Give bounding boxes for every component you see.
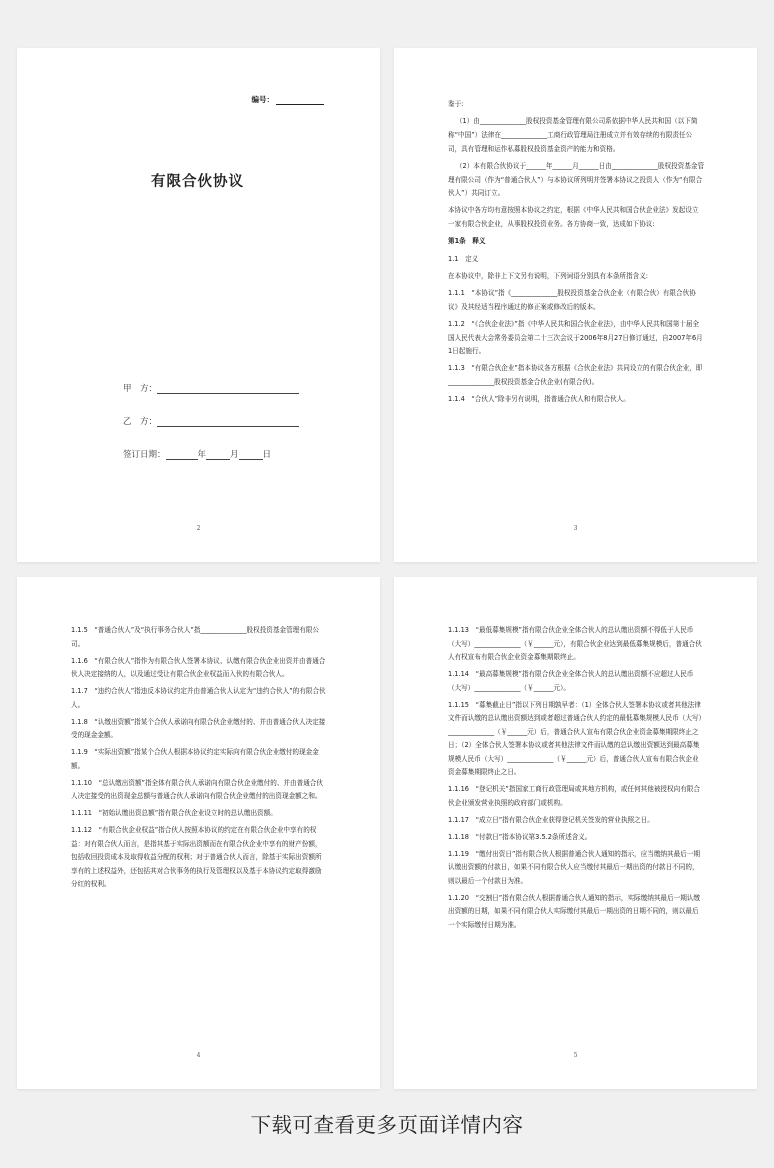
- clause: 1.1.8 “认缴出资额”指某个合伙人承诺向有限合伙企业缴付的、并由普通合伙人决定接受的现金金额。: [71, 717, 326, 739]
- sign-date-label: 签订日期：: [123, 450, 166, 460]
- clause: 1.1.14 “最高募集规模”指有限合伙企业全体合伙人的总认缴出资额不应超过人民币（大写）______________（￥______元）。: [448, 670, 694, 692]
- party-a-label: 甲 方：: [123, 384, 158, 394]
- paragraph: （2）本有限合伙协议于______年______月______日由______________股权投资基金管理有限公司（作为“普通合伙人”）与本协议所列明并签署本协议之投资人（作为“有限合伙人”）共同订立。: [448, 161, 705, 198]
- paragraph: 本协议中各方均有意按照本协议之约定，根据《中华人民共和国合伙企业法》发起设立一家有限合伙企业，从事股权投资业务。各方协商一致，达成如下协议:: [448, 206, 699, 229]
- party-b-label: 乙 方：: [123, 417, 158, 427]
- clause: 1.1.18 “付款日”指本协议第3.5.2条所述含义。: [448, 832, 592, 841]
- clause: 1.1.2 “《合伙企业法》”指《中华人民共和国合伙企业法》，由中华人民共和国第十届全国人民代表大会常务委员会第二十三次会议于2006年8月27日修订通过，自2007年6月1日起施行。: [448, 319, 703, 356]
- clause: 1.1.17 “成立日”指有限合伙企业获得登记机关签发的营业执照之日。: [448, 815, 654, 824]
- day-label: 日: [262, 450, 272, 460]
- month-label: 月: [230, 450, 239, 460]
- clause: 1.1.6 “有限合伙人”指作为有限合伙人签署本协议、认缴有限合伙企业出资并由普通合伙人决定接纳的人，以及通过受让有限合伙企业权益而入伙的有限合伙人。: [71, 656, 326, 678]
- page-number: 4: [196, 1052, 201, 1059]
- clause: 1.1.1 “本协议”指《______________股权投资基金合伙企业（有限合伙）有限合伙协议》及其经适当程序通过的修正案或修改后的版本。: [448, 288, 696, 311]
- page-number: 2: [196, 525, 201, 532]
- page-4-body: [71, 624, 328, 895]
- year-label: 年: [197, 450, 207, 460]
- document-page-3: [394, 48, 757, 562]
- subsection-heading: 1.1 定义: [448, 254, 479, 263]
- party-a-line: [123, 382, 299, 394]
- clause: 1.1.13 “最低募集规模”指有限合伙企业全体合伙人的总认缴出资额不得低于人民币（大写）______________（￥______元），有限合伙企业达到最低募集规模后，普通合伙人有权宣布有限合伙企业资金募集期限终止。: [448, 626, 702, 661]
- section-heading: 第1条 释义: [448, 237, 486, 246]
- page-5-body: [448, 624, 705, 936]
- download-more-caption[interactable]: 下载可查看更多页面详情内容: [250, 1113, 524, 1137]
- clause: 1.1.19 “缴付出资日”指有限合伙人根据普通合伙人通知的指示，应当缴纳其最后一期认缴出资额的付款日，如果不同有限合伙人应当缴付其最后一期出资的付款日不同的，则以最后一个付款日为准。: [448, 849, 700, 885]
- contract-number-field: [252, 94, 325, 105]
- clause: 1.1.15 “募集截止日”指以下列日期孰早者：（1）全体合伙人签署本协议或者其他法律文件而认缴的总认缴出资额达到或者超过普通合伙人约定的最低募集规模人民币（大写）______________（￥______元）后，普通合伙人宣布有限合伙企业资金募集期限终止之日；（2）全体合伙人签署本协议或者其他法律文件而认缴的总认缴出资额达到最高募集规模人民币（大写）______________（￥______元）后，普通合伙人宣布有限合伙企业资金募集期限终止之日。: [448, 700, 702, 776]
- clause: 1.1.10 “总认缴出资额”指全体有限合伙人承诺向有限合伙企业缴付的、并由普通合伙人决定接受的出资现金总额与普通合伙人承诺向有限合伙企业缴付的出资现金额之和。: [71, 778, 323, 800]
- contract-number-label: 编号：: [251, 95, 274, 104]
- clause: 1.1.7 “违约合伙人”指违反本协议约定并由普通合伙人认定为“违约合伙人”的有限合伙人。: [71, 687, 326, 709]
- contract-number-blank: [276, 104, 324, 105]
- clause: 1.1.3 “有限合伙企业”指本协议各方根据《合伙企业法》共同设立的有限合伙企业，即______________股权投资基金合伙企业(有限合伙)。: [448, 364, 703, 387]
- paragraph: 在本协议中，除非上下文另有说明，下列词语分别具有本条所指含义:: [448, 271, 649, 280]
- page-number: 3: [573, 525, 578, 532]
- paragraph: 鉴于:: [448, 100, 464, 108]
- document-page-4: [17, 577, 380, 1089]
- page-3-body: [448, 98, 705, 411]
- clause: 1.1.5 “普通合伙人”及“执行事务合伙人”指______________股权投资基金管理有限公司。: [71, 626, 320, 648]
- document-page-5: [394, 577, 757, 1089]
- clause: 1.1.16 “登记机关”指国家工商行政管理局或其地方机构，或任何其他被授权向有限合伙企业颁发营业执照的政府部门或机构。: [448, 785, 700, 807]
- clause: 1.1.20 “交割日”指有限合伙人根据普通合伙人通知的指示，实际缴纳其最后一期认缴出资额的日期，如果不同有限合伙人实际缴付其最后一期出资的日期不同的，则以最后一个实际缴付日期为准。: [448, 893, 700, 929]
- clause: 1.1.11 “初始认缴出资总额”指有限合伙企业设立时的总认缴出资额。: [71, 809, 277, 817]
- party-b-line: [123, 415, 299, 427]
- paragraph: （1）由______________股权投资基金管理有限公司系依据中华人民共和国（以下简称“中国”）法律在______________工商行政管理局注册成立并有效存续的有限责任公司，具有管理和运作私募股权投资基金资产的能力和资格。: [448, 117, 698, 153]
- sign-date-line: [123, 448, 271, 460]
- page-number: 5: [573, 1052, 578, 1059]
- document-title: 有限合伙协议: [151, 174, 244, 190]
- clause: 1.1.12 “有限合伙企业权益”指合伙人按照本协议的约定在有限合伙企业中享有的权益：对有限合伙人而言，是指其基于实际出资额而在有限合伙企业中享有的财产份额，包括收回投资成本及取得收益分配的权利；对于普通合伙人而言，除基于实际出资额所享有的上述权益外，还包括其对合伙事务的执行及管理权以及基于本协议约定取得激励分红的权利。: [71, 826, 322, 888]
- clause: 1.1.9 “实际出资额”指某个合伙人根据本协议约定实际向有限合伙企业缴付的现金金额。: [71, 748, 319, 770]
- document-page-cover: [17, 48, 380, 562]
- clause: 1.1.4 “合伙人”除非另有说明，指普通合伙人和有限合伙人。: [448, 395, 630, 404]
